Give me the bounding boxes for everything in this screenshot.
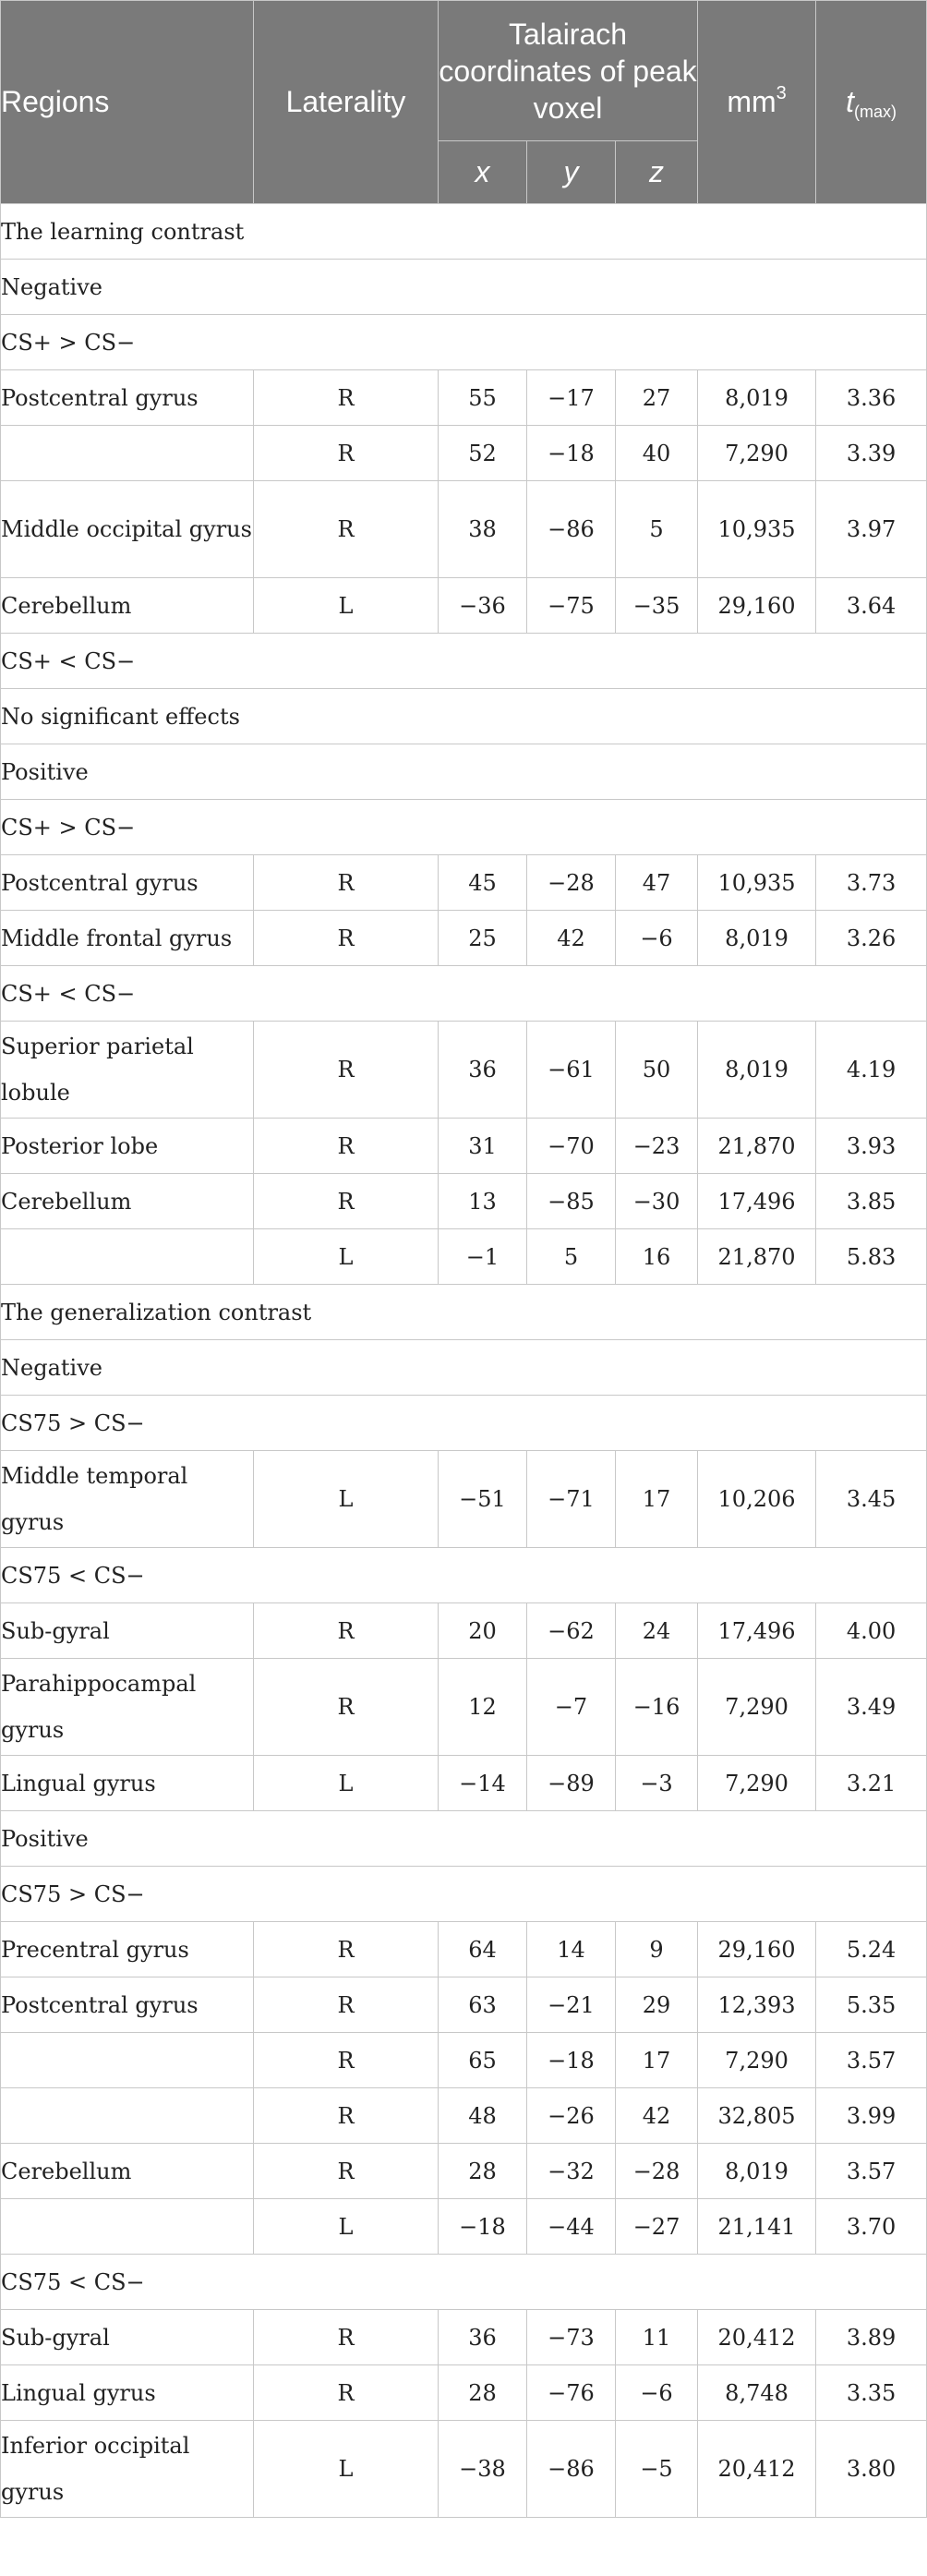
cell-x: −38 <box>439 2421 527 2518</box>
cell-z: −30 <box>616 1174 698 1229</box>
header-t-max <box>816 1 927 204</box>
cell-region: Lingual gyrus <box>1 2365 254 2421</box>
header-mm-text: mm <box>727 85 777 118</box>
cell-t-max: 3.36 <box>816 370 927 426</box>
cell-laterality: R <box>254 481 439 578</box>
cell-region: Posterior lobe <box>1 1119 254 1174</box>
cell-region: Sub-gyral <box>1 2310 254 2365</box>
cell-t-max: 3.49 <box>816 1659 927 1756</box>
cell-t-max: 3.26 <box>816 911 927 966</box>
cell-y: 42 <box>527 911 616 966</box>
cell-z: 9 <box>616 1922 698 1977</box>
cell-z: −6 <box>616 911 698 966</box>
cell-mm3: 7,290 <box>698 426 816 481</box>
table-row <box>1 1451 927 1548</box>
cell-mm3: 8,019 <box>698 1022 816 1119</box>
cell-y: −28 <box>527 855 616 911</box>
section-label: CS75 > CS− <box>1 1396 927 1451</box>
section-label: No significant effects <box>1 689 927 744</box>
cell-x: −36 <box>439 578 527 634</box>
cell-t-max: 3.89 <box>816 2310 927 2365</box>
cell-region: Cerebellum <box>1 1174 254 1229</box>
cell-laterality: L <box>254 2199 439 2255</box>
section-row <box>1 689 927 744</box>
cell-region: Inferior occipital gyrus <box>1 2421 254 2518</box>
cell-laterality: R <box>254 426 439 481</box>
cell-region <box>1 2088 254 2144</box>
cell-x: 28 <box>439 2144 527 2199</box>
cell-y: −7 <box>527 1659 616 1756</box>
cell-y: −17 <box>527 370 616 426</box>
cell-z: 47 <box>616 855 698 911</box>
section-label: CS+ > CS− <box>1 315 927 370</box>
section-label: The learning contrast <box>1 204 927 260</box>
cell-region: Postcentral gyrus <box>1 370 254 426</box>
cell-z: 29 <box>616 1977 698 2033</box>
section-label: Negative <box>1 1340 927 1396</box>
cell-region: Middle temporal gyrus <box>1 1451 254 1548</box>
cell-t-max: 5.35 <box>816 1977 927 2033</box>
cell-z: −6 <box>616 2365 698 2421</box>
section-row <box>1 204 927 260</box>
cell-x: 48 <box>439 2088 527 2144</box>
section-row <box>1 315 927 370</box>
cell-x: 36 <box>439 1022 527 1119</box>
section-row <box>1 1867 927 1922</box>
cell-laterality: R <box>254 2310 439 2365</box>
cell-t-max: 4.00 <box>816 1603 927 1659</box>
cell-mm3: 32,805 <box>698 2088 816 2144</box>
cell-mm3: 8,019 <box>698 370 816 426</box>
header-laterality: Laterality <box>254 1 439 204</box>
section-label: Negative <box>1 260 927 315</box>
cell-region: Parahippocampal gyrus <box>1 1659 254 1756</box>
cell-laterality: R <box>254 370 439 426</box>
table-row <box>1 1756 927 1811</box>
cell-z: −16 <box>616 1659 698 1756</box>
cell-region <box>1 2033 254 2088</box>
cell-region: Sub-gyral <box>1 1603 254 1659</box>
cell-t-max: 3.64 <box>816 578 927 634</box>
cell-t-max: 3.93 <box>816 1119 927 1174</box>
cell-mm3: 12,393 <box>698 1977 816 2033</box>
section-row <box>1 1340 927 1396</box>
cell-y: −73 <box>527 2310 616 2365</box>
cell-mm3: 20,412 <box>698 2421 816 2518</box>
cell-region <box>1 2199 254 2255</box>
section-label: CS+ < CS− <box>1 966 927 1022</box>
cell-t-max: 3.73 <box>816 855 927 911</box>
cell-y: −18 <box>527 426 616 481</box>
cell-mm3: 29,160 <box>698 578 816 634</box>
cell-x: 25 <box>439 911 527 966</box>
cell-t-max: 3.70 <box>816 2199 927 2255</box>
cell-z: 11 <box>616 2310 698 2365</box>
cell-laterality: R <box>254 1922 439 1977</box>
table-body <box>1 204 927 2518</box>
cell-z: 16 <box>616 1229 698 1285</box>
table-row <box>1 1119 927 1174</box>
cell-x: 38 <box>439 481 527 578</box>
table-row <box>1 1659 927 1756</box>
cell-mm3: 17,496 <box>698 1174 816 1229</box>
section-label: CS75 > CS− <box>1 1867 927 1922</box>
cell-region: Precentral gyrus <box>1 1922 254 1977</box>
cell-z: −5 <box>616 2421 698 2518</box>
cell-laterality: L <box>254 2421 439 2518</box>
cell-mm3: 10,935 <box>698 855 816 911</box>
cell-laterality: L <box>254 578 439 634</box>
cell-mm3: 21,141 <box>698 2199 816 2255</box>
cell-region <box>1 1229 254 1285</box>
section-label: CS75 < CS− <box>1 1548 927 1603</box>
cell-y: −89 <box>527 1756 616 1811</box>
cell-z: 40 <box>616 426 698 481</box>
cell-laterality: R <box>254 1119 439 1174</box>
cell-z: −3 <box>616 1756 698 1811</box>
cell-x: 55 <box>439 370 527 426</box>
cell-t-max: 3.57 <box>816 2144 927 2199</box>
cell-region: Cerebellum <box>1 578 254 634</box>
cell-z: 17 <box>616 1451 698 1548</box>
cell-t-max: 5.24 <box>816 1922 927 1977</box>
section-label: CS75 < CS− <box>1 2255 927 2310</box>
cell-mm3: 7,290 <box>698 2033 816 2088</box>
cell-y: −70 <box>527 1119 616 1174</box>
cell-laterality: R <box>254 2365 439 2421</box>
cell-laterality: L <box>254 1756 439 1811</box>
table-header <box>1 1 927 204</box>
cell-region: Middle occipital gyrus <box>1 481 254 578</box>
cell-laterality: R <box>254 1659 439 1756</box>
cell-mm3: 29,160 <box>698 1922 816 1977</box>
table-row <box>1 481 927 578</box>
cell-x: −18 <box>439 2199 527 2255</box>
cell-laterality: R <box>254 1603 439 1659</box>
cell-mm3: 8,748 <box>698 2365 816 2421</box>
cell-region: Postcentral gyrus <box>1 1977 254 2033</box>
cell-z: 27 <box>616 370 698 426</box>
cell-y: 14 <box>527 1922 616 1977</box>
table-row <box>1 855 927 911</box>
cell-region: Superior parietal lobule <box>1 1022 254 1119</box>
table-row <box>1 1174 927 1229</box>
cell-z: −35 <box>616 578 698 634</box>
section-label: CS+ < CS− <box>1 634 927 689</box>
cell-y: −75 <box>527 578 616 634</box>
section-row <box>1 1285 927 1340</box>
header-x: x <box>439 141 527 204</box>
cell-t-max: 3.99 <box>816 2088 927 2144</box>
cell-y: −76 <box>527 2365 616 2421</box>
cell-x: −1 <box>439 1229 527 1285</box>
table-row <box>1 2144 927 2199</box>
cell-laterality: R <box>254 2033 439 2088</box>
cell-t-max: 3.45 <box>816 1451 927 1548</box>
cell-t-max: 3.57 <box>816 2033 927 2088</box>
cell-x: 20 <box>439 1603 527 1659</box>
cell-mm3: 7,290 <box>698 1659 816 1756</box>
table-row <box>1 578 927 634</box>
section-row <box>1 1548 927 1603</box>
cell-mm3: 17,496 <box>698 1603 816 1659</box>
cell-z: −23 <box>616 1119 698 1174</box>
cell-t-max: 3.97 <box>816 481 927 578</box>
cell-x: 31 <box>439 1119 527 1174</box>
cell-t-max: 3.85 <box>816 1174 927 1229</box>
section-row <box>1 1811 927 1867</box>
cell-y: −71 <box>527 1451 616 1548</box>
cell-y: −61 <box>527 1022 616 1119</box>
cell-t-max: 3.35 <box>816 2365 927 2421</box>
table-row <box>1 2033 927 2088</box>
header-y: y <box>527 141 616 204</box>
section-label: CS+ > CS− <box>1 800 927 855</box>
cell-region: Postcentral gyrus <box>1 855 254 911</box>
section-label: The generalization contrast <box>1 1285 927 1340</box>
cell-t-max: 3.80 <box>816 2421 927 2518</box>
header-talairach: Talairach coordinates of peak voxel <box>439 1 698 141</box>
table-row <box>1 1922 927 1977</box>
cell-y: −32 <box>527 2144 616 2199</box>
header-t-text: t <box>846 85 854 118</box>
table-row <box>1 1977 927 2033</box>
table-row <box>1 1229 927 1285</box>
section-row <box>1 966 927 1022</box>
cell-laterality: R <box>254 1977 439 2033</box>
header-z: z <box>616 141 698 204</box>
cell-mm3: 7,290 <box>698 1756 816 1811</box>
cell-t-max: 4.19 <box>816 1022 927 1119</box>
cell-x: 36 <box>439 2310 527 2365</box>
section-label: Positive <box>1 744 927 800</box>
cell-y: −18 <box>527 2033 616 2088</box>
cell-z: 17 <box>616 2033 698 2088</box>
cell-y: −21 <box>527 1977 616 2033</box>
table-row <box>1 370 927 426</box>
cell-laterality: R <box>254 1022 439 1119</box>
cell-t-max: 3.39 <box>816 426 927 481</box>
cell-mm3: 21,870 <box>698 1229 816 1285</box>
cell-laterality: R <box>254 2144 439 2199</box>
cell-y: 5 <box>527 1229 616 1285</box>
cell-mm3: 8,019 <box>698 2144 816 2199</box>
cell-t-max: 3.21 <box>816 1756 927 1811</box>
cell-y: −86 <box>527 481 616 578</box>
table-row <box>1 2421 927 2518</box>
section-row <box>1 800 927 855</box>
table-row <box>1 2199 927 2255</box>
cell-mm3: 21,870 <box>698 1119 816 1174</box>
cell-region: Cerebellum <box>1 2144 254 2199</box>
cell-laterality: R <box>254 855 439 911</box>
header-t-subscript: (max) <box>853 103 897 121</box>
section-row <box>1 260 927 315</box>
cell-y: −44 <box>527 2199 616 2255</box>
cell-x: −14 <box>439 1756 527 1811</box>
section-row <box>1 2255 927 2310</box>
table-row <box>1 1022 927 1119</box>
cell-mm3: 10,935 <box>698 481 816 578</box>
cell-mm3: 8,019 <box>698 911 816 966</box>
section-row <box>1 744 927 800</box>
header-mm3 <box>698 1 816 204</box>
cell-z: 42 <box>616 2088 698 2144</box>
cell-laterality: R <box>254 911 439 966</box>
cell-y: −62 <box>527 1603 616 1659</box>
header-mm-superscript: 3 <box>776 83 787 103</box>
cell-x: 64 <box>439 1922 527 1977</box>
table-row <box>1 1603 927 1659</box>
header-regions: Regions <box>1 1 254 204</box>
cell-z: −28 <box>616 2144 698 2199</box>
cell-z: 50 <box>616 1022 698 1119</box>
cell-y: −86 <box>527 2421 616 2518</box>
section-label: Positive <box>1 1811 927 1867</box>
cell-x: 65 <box>439 2033 527 2088</box>
cell-x: −51 <box>439 1451 527 1548</box>
table-row <box>1 2088 927 2144</box>
cell-x: 13 <box>439 1174 527 1229</box>
cell-region <box>1 426 254 481</box>
cell-x: 63 <box>439 1977 527 2033</box>
cell-laterality: R <box>254 1174 439 1229</box>
cell-mm3: 20,412 <box>698 2310 816 2365</box>
cell-laterality: R <box>254 2088 439 2144</box>
cell-z: 24 <box>616 1603 698 1659</box>
table-row <box>1 2365 927 2421</box>
section-row <box>1 1396 927 1451</box>
cell-region: Middle frontal gyrus <box>1 911 254 966</box>
table-row <box>1 426 927 481</box>
table-row <box>1 911 927 966</box>
section-row <box>1 634 927 689</box>
cell-region: Lingual gyrus <box>1 1756 254 1811</box>
cell-x: 12 <box>439 1659 527 1756</box>
cell-y: −85 <box>527 1174 616 1229</box>
cell-z: −27 <box>616 2199 698 2255</box>
cell-x: 28 <box>439 2365 527 2421</box>
cell-laterality: L <box>254 1229 439 1285</box>
cell-y: −26 <box>527 2088 616 2144</box>
cell-z: 5 <box>616 481 698 578</box>
table-row <box>1 2310 927 2365</box>
cell-mm3: 10,206 <box>698 1451 816 1548</box>
cell-x: 52 <box>439 426 527 481</box>
cell-t-max: 5.83 <box>816 1229 927 1285</box>
cell-laterality: L <box>254 1451 439 1548</box>
cell-x: 45 <box>439 855 527 911</box>
